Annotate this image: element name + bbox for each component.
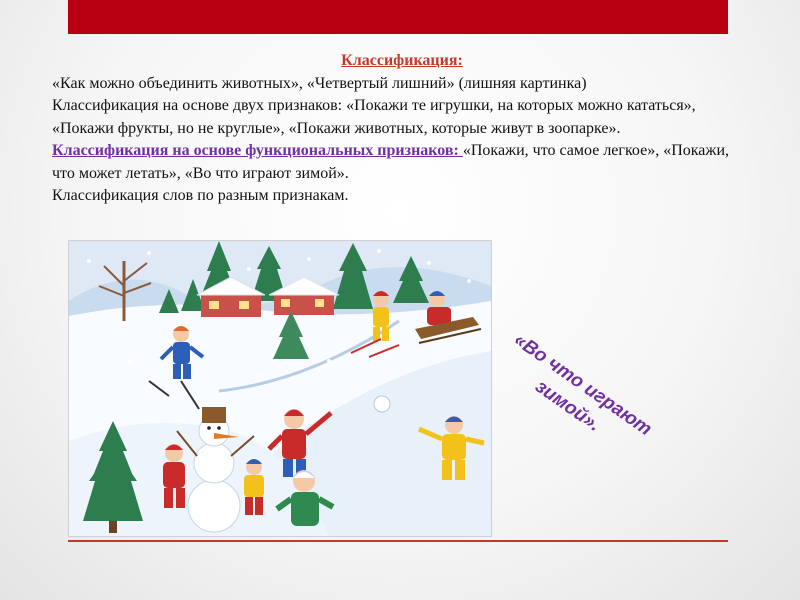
bottom-divider: [68, 540, 728, 542]
text-line-3: [52, 140, 752, 185]
slide-text: [52, 50, 752, 208]
winter-games-caption: «Во что играют зимой».: [509, 329, 656, 441]
top-accent-bar: [68, 0, 728, 34]
slide-heading: Классификация:: [341, 52, 463, 69]
text-line-3-rest: «Покажи, что самое легкое», «Покажи, что может летать», «Во что играют зимой».: [52, 142, 730, 182]
text-line-2: Классификация на основе двух признаков: «Покажи те игрушки, на которых можно кататься», «Покажи фрукты, но не круглые», «Покажи животных, которые живут в зоопарке».: [52, 97, 696, 137]
winter-games-illustration: [68, 240, 492, 537]
text-line-1: «Как можно объединить животных», «Четвертый лишний» (лишняя картинка): [52, 74, 587, 92]
functional-classification-heading: Классификация на основе функциональных признаков:: [52, 142, 463, 159]
text-line-4: Классификация слов по разным признакам.: [52, 187, 349, 204]
